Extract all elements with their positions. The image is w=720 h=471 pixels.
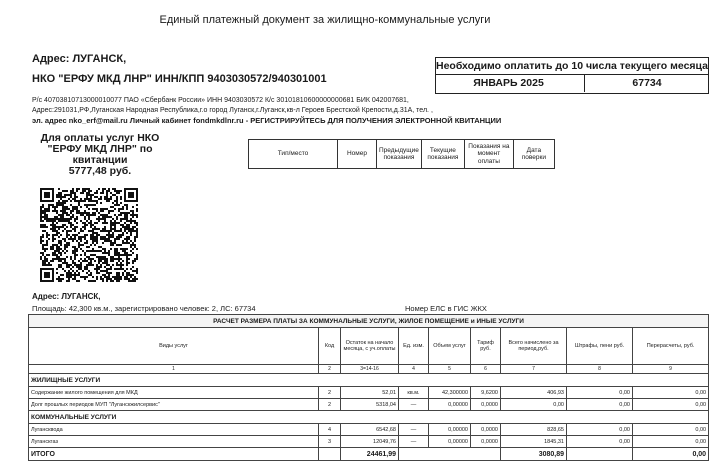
- meter-col-number: Номер: [338, 140, 377, 169]
- table-row: [29, 387, 709, 399]
- col-charged: Всего начислено за период,руб.: [501, 328, 567, 365]
- col-code: Код: [319, 328, 341, 365]
- address-heading: Адрес: ЛУГАНСК,: [32, 53, 127, 65]
- deadline-label: Необходимо оплатить до 10 числа текущего месяца: [436, 58, 708, 75]
- service-penalties: 0,00: [567, 387, 633, 399]
- premises-area-line: Площадь: 42,300 кв.м., зарегистрировано человек: 2, ЛС: 67734: [32, 304, 256, 313]
- service-tariff: 9,6200: [471, 387, 501, 399]
- bank-line-2: Адрес:291031,РФ,Луганская Народная Республика,г.о город Луганск,г.Луганск,кв-л Героев Брестской Крепости,д.31А, тел. ,: [32, 106, 433, 114]
- total-charged: 3080,89: [501, 448, 567, 461]
- col-tariff: Тариф руб.: [471, 328, 501, 365]
- service-unit: —: [399, 424, 429, 436]
- service-charged: 828,65: [501, 424, 567, 436]
- payment-info-line-3: квитанции: [72, 154, 128, 166]
- total-empty-cell: [399, 448, 501, 461]
- payment-deadline-box: [435, 57, 709, 94]
- meter-col-check-date: Дата поверки: [513, 140, 554, 169]
- col-penalties: Штрафы, пени руб.: [567, 328, 633, 365]
- service-balance: 52,01: [341, 387, 399, 399]
- section-utilities: КОММУНАЛЬНЫЕ УСЛУГИ: [29, 411, 709, 424]
- service-volume: 0,00000: [429, 424, 471, 436]
- service-unit: —: [399, 399, 429, 411]
- col-number: 1: [29, 365, 319, 374]
- service-tariff: 0,0000: [471, 424, 501, 436]
- service-name: Луганскгаз: [29, 436, 319, 448]
- service-volume: 0,00000: [429, 436, 471, 448]
- service-charged: 406,93: [501, 387, 567, 399]
- premises-address: Адрес: ЛУГАНСК,: [32, 292, 101, 301]
- col-volume: Объем услуг: [429, 328, 471, 365]
- bank-details: [32, 96, 433, 115]
- qr-modules: [40, 188, 138, 282]
- col-recalc: Перерасчеты, руб.: [633, 328, 709, 365]
- col-number: 8: [567, 365, 633, 374]
- service-tariff: 0,0000: [471, 399, 501, 411]
- organization-line: НКО "ЕРФУ МКД ЛНР" ИНН/КПП 9403030572/940301001: [32, 73, 327, 85]
- qr-finder-tl: [40, 188, 54, 202]
- col-number: 4: [399, 365, 429, 374]
- account-number: 67734: [584, 75, 709, 92]
- service-recalc: 0,00: [633, 424, 709, 436]
- col-number: 9: [633, 365, 709, 374]
- service-penalties: 0,00: [567, 399, 633, 411]
- column-number-row: [29, 365, 709, 374]
- payment-info-line-2: "ЕРФУ МКД ЛНР" по: [47, 143, 153, 155]
- qr-code: [40, 188, 138, 282]
- service-unit: —: [399, 436, 429, 448]
- payment-amount: 5777,48 руб.: [68, 165, 132, 177]
- meter-readings-table: [248, 139, 555, 169]
- col-number: 6: [471, 365, 501, 374]
- service-recalc: 0,00: [633, 436, 709, 448]
- meter-col-type: Тип/место: [249, 140, 338, 169]
- service-unit: кв.м.: [399, 387, 429, 399]
- col-balance: Остаток на начало месяца, с уч.оплаты: [341, 328, 399, 365]
- meter-header-row: [249, 140, 555, 169]
- section-housing: ЖИЛИЩНЫЕ УСЛУГИ: [29, 374, 709, 387]
- col-number: 5: [429, 365, 471, 374]
- service-code: 2: [319, 387, 341, 399]
- service-code: 4: [319, 424, 341, 436]
- charges-table: [28, 314, 709, 461]
- service-code: 2: [319, 399, 341, 411]
- service-balance: 5318,04: [341, 399, 399, 411]
- billing-month: ЯНВАРЬ 2025: [473, 77, 544, 89]
- total-recalc: 0,00: [633, 448, 709, 461]
- meter-col-previous: Предыдущие показания: [377, 140, 422, 169]
- col-number: 7: [501, 365, 567, 374]
- charges-header-row: [29, 328, 709, 365]
- qr-finder-bl: [40, 268, 54, 282]
- service-charged: 1845,31: [501, 436, 567, 448]
- table-row: [29, 424, 709, 436]
- service-volume: 0,00000: [429, 399, 471, 411]
- col-unit: Ед. изм.: [399, 328, 429, 365]
- charges-caption: РАСЧЕТ РАЗМЕРА ПЛАТЫ ЗА КОММУНАЛЬНЫЕ УСЛУГИ, ЖИЛОЕ ПОМЕЩЕНИЕ и ИНЫЕ УСЛУГИ: [29, 315, 709, 328]
- service-balance: 12049,76: [341, 436, 399, 448]
- col-number: 3=14-16: [341, 365, 399, 374]
- payment-info: [36, 133, 164, 177]
- table-row: [29, 436, 709, 448]
- document-title: Единый платежный документ за жилищно-коммунальные услуги: [159, 14, 491, 26]
- total-balance: 24461,99: [341, 448, 399, 461]
- service-name: Долг прошлых периодов МУП "Луганскжилсервис": [29, 399, 319, 411]
- bank-line-1: Р/с 40703810713000010077 ПАО «Сбербанк России» ИНН 9403030572 К/с 30101810600000000681 БИК 042007681,: [32, 97, 409, 104]
- service-penalties: 0,00: [567, 436, 633, 448]
- qr-finder-tr: [124, 188, 138, 202]
- total-empty-cell: [319, 448, 341, 461]
- col-services: Виды услуг: [29, 328, 319, 365]
- total-row: [29, 448, 709, 461]
- service-name: Лугансквода: [29, 424, 319, 436]
- service-balance: 6542,68: [341, 424, 399, 436]
- payment-info-line-1: Для оплаты услуг НКО: [40, 132, 160, 144]
- col-number: 2: [319, 365, 341, 374]
- meter-col-current: Текущие показания: [421, 140, 464, 169]
- service-recalc: 0,00: [633, 399, 709, 411]
- service-recalc: 0,00: [633, 387, 709, 399]
- service-tariff: 0,0000: [471, 436, 501, 448]
- total-label: ИТОГО: [29, 448, 319, 461]
- service-code: 3: [319, 436, 341, 448]
- total-empty-cell: [567, 448, 633, 461]
- service-name: Содержание жилого помещения для МКД: [29, 387, 319, 399]
- service-volume: 42,300000: [429, 387, 471, 399]
- table-row: [29, 399, 709, 411]
- els-number-label: Номер ЕЛС в ГИС ЖКХ: [405, 304, 487, 313]
- service-charged: 0,00: [501, 399, 567, 411]
- service-penalties: 0,00: [567, 424, 633, 436]
- meter-col-at-payment: Показания на момент оплаты: [464, 140, 513, 169]
- email-line: эл. адрес nko_erf@mail.ru Личный кабинет fondmkdlnr.ru - РЕГИСТРИРУЙТЕСЬ ДЛЯ ПОЛУЧЕНИЯ ЭЛЕКТРОННОЙ КВИТАНЦИИ: [32, 116, 502, 125]
